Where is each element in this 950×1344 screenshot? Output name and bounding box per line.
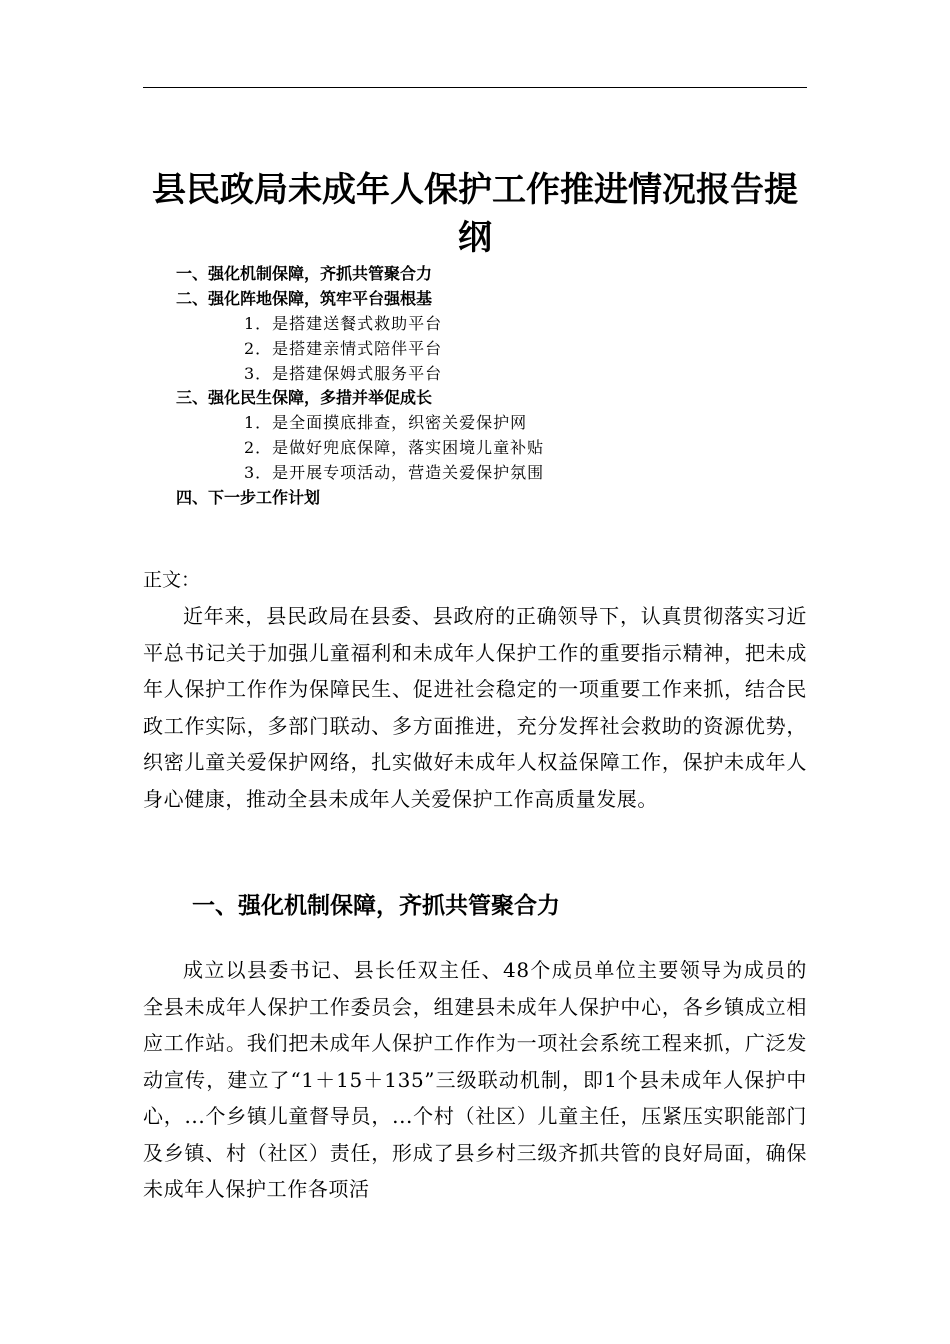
document-title: 县民政局未成年人保护工作推进情况报告提纲	[152, 170, 798, 258]
outline-subitem: 2．是搭建亲情式陪伴平台	[244, 339, 443, 358]
outline-item: 三、强化民生保障，多措并举促成长	[176, 388, 433, 407]
outline-subitem: 3．是搭建保姆式服务平台	[244, 364, 443, 383]
body-label: 正文：	[143, 569, 201, 591]
section-heading: 一、强化机制保障，齐抓共管聚合力	[192, 893, 560, 919]
outline-item: 二、强化阵地保障，筑牢平台强根基	[176, 289, 433, 308]
outline-subitem: 3．是开展专项活动，营造关爱保护氛围	[244, 463, 545, 482]
outline-subitem: 1．是全面摸底排查，织密关爱保护网	[244, 413, 528, 432]
outline-subitem: 1．是搭建送餐式救助平台	[244, 314, 443, 333]
intro-paragraph: 近年来，县民政局在县委、县政府的正确领导下，认真贯彻落实习近平总书记关于加强儿童福利和未成年人保护工作的重要指示精神，把未成年人保护工作作为保障民生、促进社会稳定的一项重要工作来抓，结合民政工作实际，多部门联动、多方面推进，充分发挥社会救助的资源优势，织密儿童关爱保护网络，扎实做好未成年人权益保障工作，保护未成年人身心健康，推动全县未成年人关爱保护工作高质量发展。	[143, 604, 807, 811]
section-paragraph: 成立以县委书记、县长任双主任、48个成员单位主要领导为成员的全县未成年人保护工作委员会，组建县未成年人保护中心，各乡镇成立相应工作站。我们把未成年人保护工作作为一项社会系统工程来抓，广泛发动宣传，建立了“1＋15＋135”三级联动机制，即1个县未成年人保护中心，...个乡镇儿童督导员，...个村（社区）儿童主任，压紧压实职能部门及乡镇、村（社区）责任，形成了县乡村三级齐抓共管的良好局面，确保未成年人保护工作各项活	[143, 958, 807, 1201]
outline-item: 一、强化机制保障，齐抓共管聚合力	[176, 264, 433, 283]
outline-item: 四、下一步工作计划	[176, 488, 321, 507]
outline-subitem: 2．是做好兜底保障，落实困境儿童补贴	[244, 438, 545, 457]
header-rule	[143, 87, 807, 88]
